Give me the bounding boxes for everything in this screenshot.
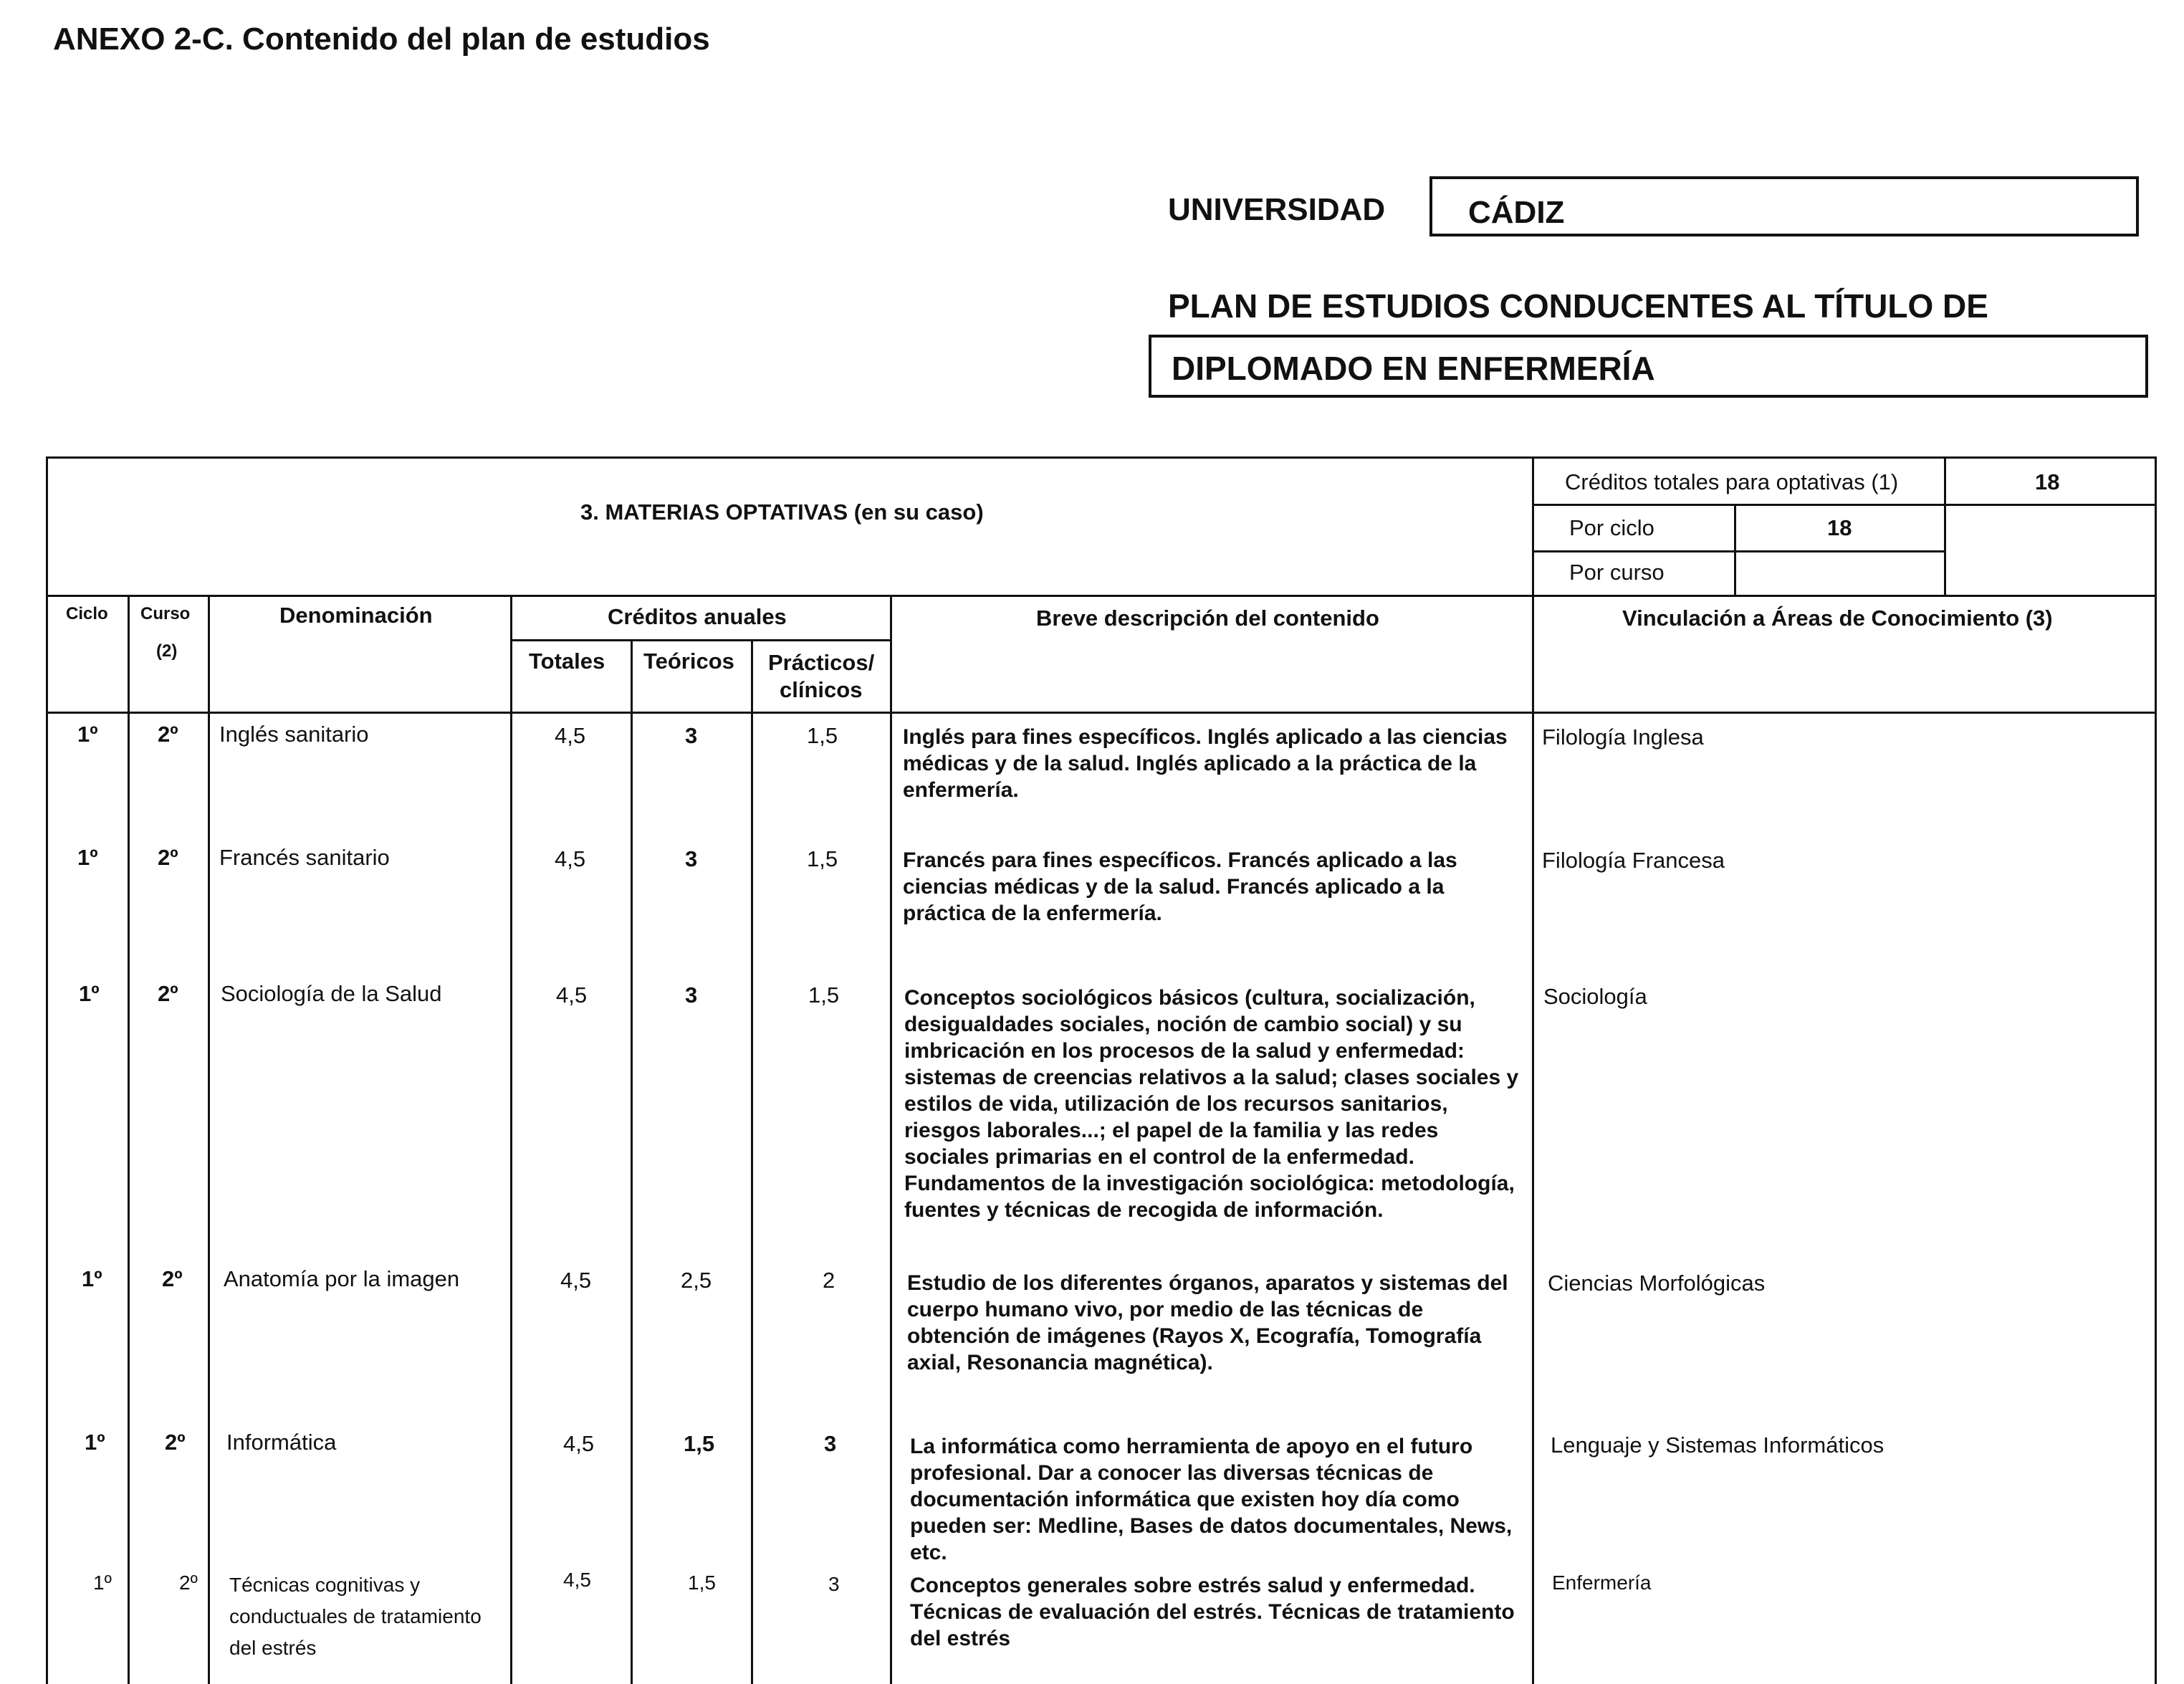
cell-practicos: 1,5 <box>807 723 838 748</box>
cell-denominacion: Anatomía por la imagen <box>224 1266 460 1291</box>
cell-vinculacion: Enfermería <box>1552 1571 1652 1594</box>
cell-ciclo: 1º <box>79 981 100 1006</box>
cell-totales: 4,5 <box>555 723 586 748</box>
cell-descripcion: Francés para fines específicos. Francés aplicado a las ciencias médicas y de la salud. Francés aplicado a la práctica de la enfermería. <box>903 848 1457 925</box>
col-line-por-curso <box>1734 550 1736 595</box>
cell-vinculacion: Sociología <box>1543 984 1647 1009</box>
cell-totales: 4,5 <box>563 1569 591 1591</box>
col-header-totales: Totales <box>529 649 605 674</box>
col-header-descripcion: Breve descripción del contenido <box>1036 606 1379 631</box>
cell-practicos: 3 <box>824 1431 837 1456</box>
col-line-denominacion <box>510 595 512 1684</box>
cell-ciclo: 1º <box>77 722 98 747</box>
cell-practicos: 2 <box>823 1268 835 1293</box>
cell-descripcion: Estudio de los diferentes órganos, aparatos y sistemas del cuerpo humano vivo, por medio de las técnicas de obtención de imágenes (Rayos X, Ecografía, Tomografía axial, Resonancia magnética). <box>907 1271 1508 1374</box>
col-header-denominacion: Denominación <box>279 603 433 628</box>
cell-totales: 4,5 <box>563 1431 595 1456</box>
creditos-totales-value: 18 <box>2035 469 2060 494</box>
cell-denominacion: Técnicas cognitivas y conductuales de tratamiento del estrés <box>229 1574 482 1659</box>
cell-denominacion: Francés sanitario <box>219 845 390 870</box>
cell-denominacion: Sociología de la Salud <box>221 981 442 1006</box>
cell-teoricos: 3 <box>685 982 698 1008</box>
col-header-vinculacion: Vinculación a Áreas de Conocimiento (3) <box>1622 606 2053 631</box>
cell-totales: 4,5 <box>560 1268 592 1293</box>
col-line-descripcion <box>1532 456 1534 1684</box>
cell-ciclo: 1º <box>82 1266 102 1291</box>
table-left-border <box>46 456 48 1684</box>
col-header-practicos-2: clínicos <box>780 677 863 702</box>
col-line-creditos-value <box>1944 456 1946 595</box>
por-ciclo-value: 18 <box>1827 515 1852 540</box>
cell-descripcion: Inglés para fines específicos. Inglés aplicado a las ciencias médicas y de la salud. Inglés aplicado a la práctica de la enfermería. <box>903 725 1508 802</box>
header-divider <box>46 595 2157 597</box>
cell-descripcion: Conceptos sociológicos básicos (cultura, socialización, desigualdades sociales, noción de cambio social) y su imbricación en los procesos de la salud y enfermedad: sistemas de creencias relativos a la salud; clases sociales y estilos de vida, utilización de los recursos sanitarios, riesgos laborales...; el papel de la familia y las redes sociales primarias en el control de la enfermedad. Fundamentos de la investigación sociológica: metodología, fuentes y técnicas de recogida de información. <box>904 986 1519 1222</box>
ciclo-row-divider <box>1532 550 1946 552</box>
creditos-anuales-divider <box>510 639 890 641</box>
header-bottom-border <box>46 712 2157 714</box>
por-ciclo-label: Por ciclo <box>1569 515 1654 540</box>
col-line-ciclo <box>128 595 130 1684</box>
cell-denominacion: Informática <box>226 1430 337 1455</box>
page-title: ANEXO 2-C. Contenido del plan de estudios <box>53 21 710 57</box>
table-right-border <box>2155 456 2157 1684</box>
col-line-por-ciclo <box>1734 504 1736 550</box>
cell-vinculacion: Lenguaje y Sistemas Informáticos <box>1551 1432 1884 1458</box>
cell-curso: 2º <box>162 1266 183 1291</box>
cell-totales: 4,5 <box>555 846 586 871</box>
cell-curso: 2º <box>158 722 178 747</box>
cell-denominacion: Inglés sanitario <box>219 722 369 747</box>
col-header-practicos: Prácticos/ <box>768 650 875 675</box>
table-top-border <box>46 456 2157 459</box>
cell-practicos: 3 <box>828 1573 840 1595</box>
cell-curso: 2º <box>158 845 178 870</box>
col-line-curso <box>208 595 210 1684</box>
col-header-creditos-anuales: Créditos anuales <box>608 604 787 629</box>
cell-practicos: 1,5 <box>807 846 838 871</box>
cell-teoricos: 3 <box>685 846 698 871</box>
col-line-teoricos <box>751 639 753 1684</box>
cell-totales: 4,5 <box>556 982 588 1008</box>
cell-ciclo: 1º <box>77 845 98 870</box>
cell-curso: 2º <box>158 981 178 1006</box>
plan-label: PLAN DE ESTUDIOS CONDUCENTES AL TÍTULO DE <box>1168 287 1988 325</box>
col-header-curso: Curso <box>140 604 191 623</box>
cell-descripcion: Conceptos generales sobre estrés salud y enfermedad. Técnicas de evaluación del estrés. Técnicas de tratamiento del estrés <box>910 1574 1515 1650</box>
cell-practicos: 1,5 <box>808 982 840 1008</box>
cell-ciclo: 1º <box>85 1430 105 1455</box>
col-line-totales <box>631 639 633 1684</box>
cell-teoricos: 1,5 <box>684 1431 715 1456</box>
creditos-totales-label: Créditos totales para optativas (1) <box>1565 469 1899 494</box>
por-curso-label: Por curso <box>1569 560 1665 585</box>
universidad-box <box>1429 176 2139 236</box>
col-line-practicos <box>890 595 892 1684</box>
col-header-curso-note: (2) <box>156 641 178 661</box>
cell-descripcion: La informática como herramienta de apoyo en el futuro profesional. Dar a conocer las diversas técnicas de documentación informática que existen hoy día como pueden ser: Medline, Bases de datos documentales, News, etc. <box>910 1435 1513 1564</box>
titulo-value: DIPLOMADO EN ENFERMERÍA <box>1172 350 1655 387</box>
cell-teoricos: 2,5 <box>681 1268 712 1293</box>
universidad-value: CÁDIZ <box>1468 195 1565 230</box>
cell-curso: 2º <box>179 1571 198 1594</box>
section-title: 3. MATERIAS OPTATIVAS (en su caso) <box>580 499 984 525</box>
universidad-label: UNIVERSIDAD <box>1168 192 1386 227</box>
col-header-teoricos: Teóricos <box>643 649 734 674</box>
col-header-ciclo: Ciclo <box>66 604 108 623</box>
creditos-row-divider <box>1532 504 2157 506</box>
cell-curso: 2º <box>165 1430 186 1455</box>
cell-ciclo: 1º <box>93 1571 112 1594</box>
cell-teoricos: 3 <box>685 723 698 748</box>
cell-vinculacion: Filología Francesa <box>1542 848 1725 873</box>
titulo-box <box>1149 335 2148 398</box>
cell-teoricos: 1,5 <box>688 1571 716 1594</box>
cell-vinculacion: Ciencias Morfológicas <box>1548 1271 1766 1296</box>
cell-vinculacion: Filología Inglesa <box>1542 724 1704 750</box>
